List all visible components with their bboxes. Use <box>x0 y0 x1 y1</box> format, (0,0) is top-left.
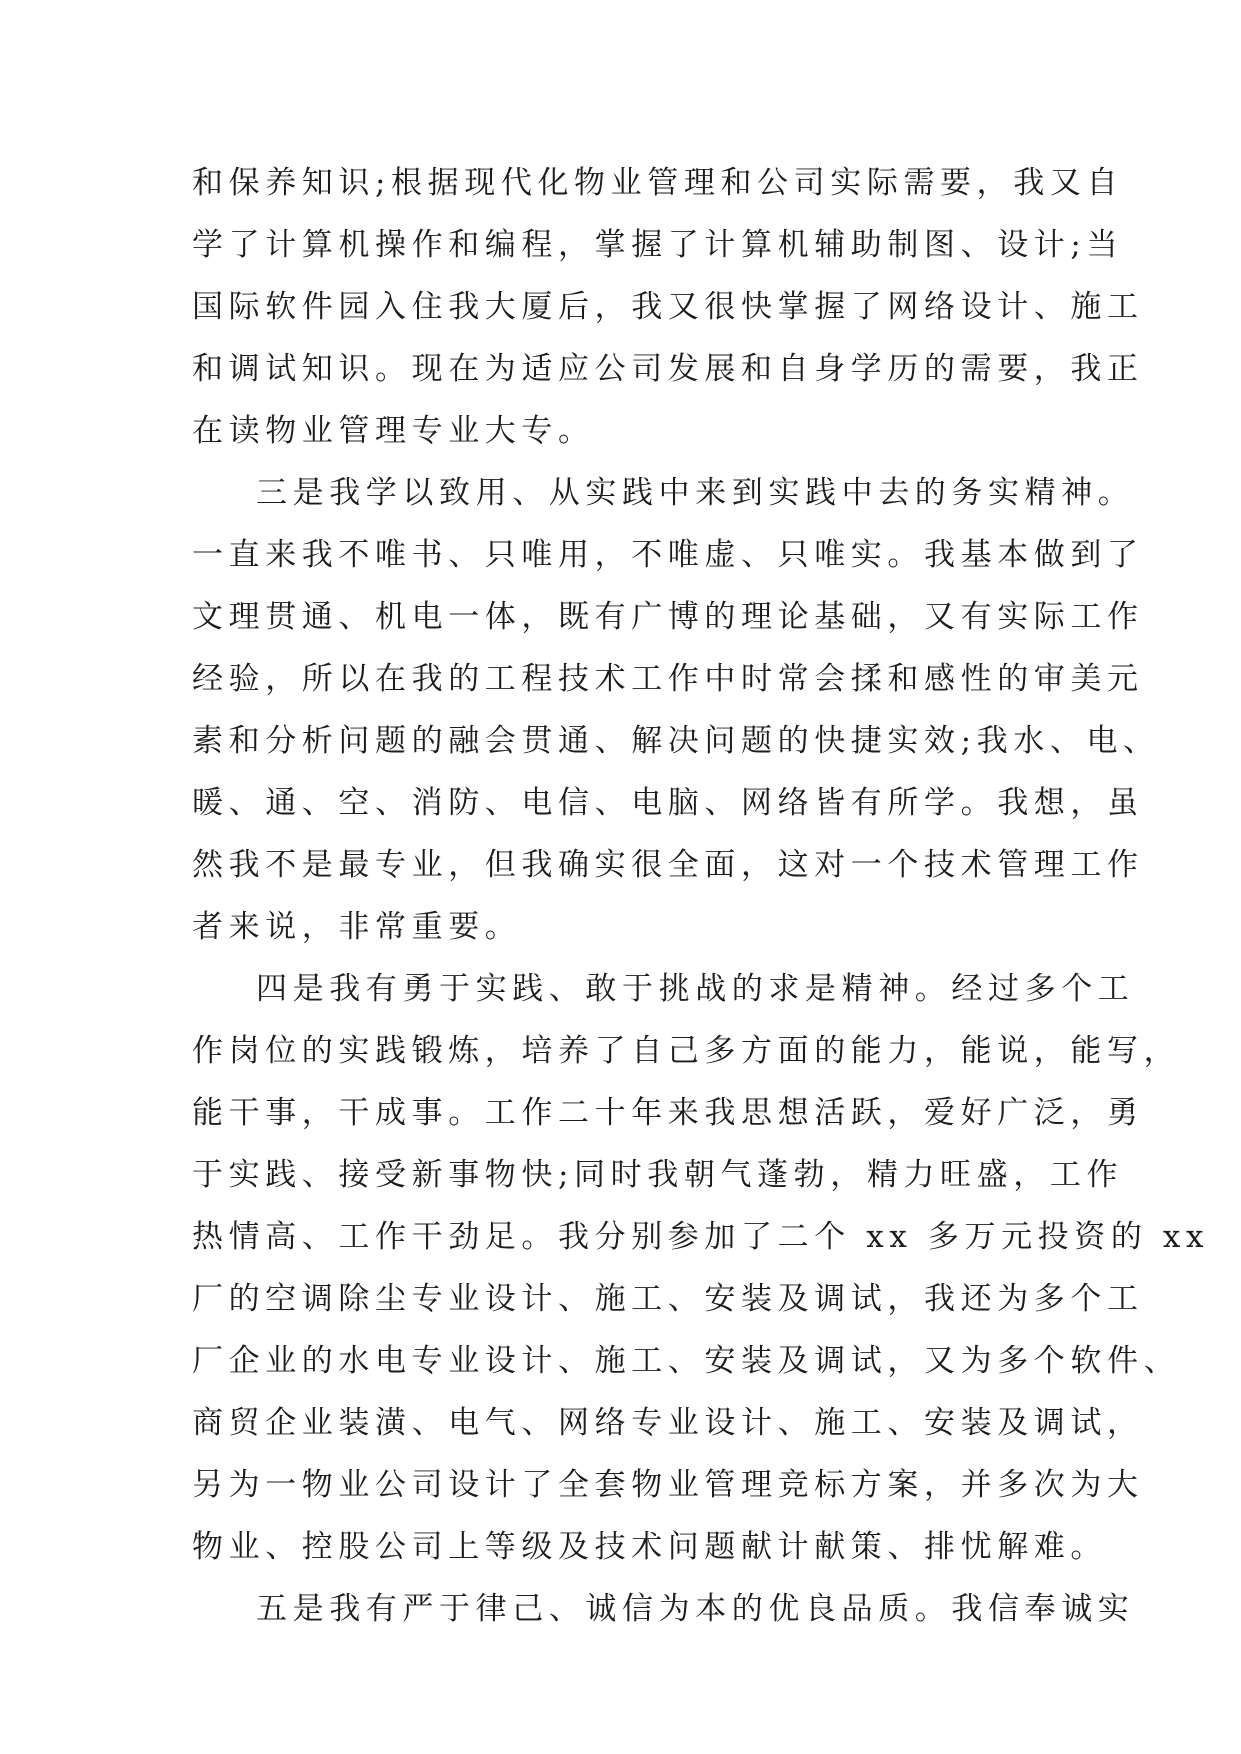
text-line: 学了计算机操作和编程，掌握了计算机辅助制图、设计;当 <box>192 227 1124 263</box>
text-line: 能干事，干成事。工作二十年来我思想活跃，爱好广泛，勇 <box>192 1095 1144 1131</box>
text-line: 素和分析问题的融会贯通、解决问题的快捷实效;我水、电、 <box>192 723 1160 759</box>
text-line: 热情高、工作干劲足。我分别参加了二个 xx 多万元投资的 xx <box>192 1219 1210 1255</box>
text-line: 于实践、接受新事物快;同时我朝气蓬勃，精力旺盛，工作 <box>192 1157 1124 1193</box>
text-line: 商贸企业装潢、电气、网络专业设计、施工、安装及调试， <box>192 1405 1144 1441</box>
text-line: 文理贯通、机电一体，既有广博的理论基础，又有实际工作 <box>192 599 1144 635</box>
text-line: 一直来我不唯书、只唯用，不唯虚、只唯实。我基本做到了 <box>192 537 1144 573</box>
paragraph-start-line: 四是我有勇于实践、敢于挑战的求是精神。经过多个工 <box>256 971 1135 1007</box>
text-line: 作岗位的实践锻炼，培养了自己多方面的能力，能说，能写， <box>192 1033 1181 1069</box>
paragraph-start-line: 三是我学以致用、从实践中来到实践中去的务实精神。 <box>256 475 1135 511</box>
text-line: 经验，所以在我的工程技术工作中时常会揉和感性的审美元 <box>192 661 1144 697</box>
text-line: 和调试知识。现在为适应公司发展和自身学历的需要，我正 <box>192 351 1144 387</box>
paragraph-start-line: 五是我有严于律己、诚信为本的优良品质。我信奉诚实 <box>256 1591 1135 1627</box>
text-line: 国际软件园入住我大厦后，我又很快掌握了网络设计、施工 <box>192 289 1144 325</box>
text-line: 然我不是最专业，但我确实很全面，这对一个技术管理工作 <box>192 847 1144 883</box>
text-line: 厂企业的水电专业设计、施工、安装及调试，又为多个软件、 <box>192 1343 1181 1379</box>
body-text <box>192 152 1210 1640</box>
text-line: 暖、通、空、消防、电信、电脑、网络皆有所学。我想，虽 <box>192 785 1144 821</box>
text-line: 者来说，非常重要。 <box>192 909 522 945</box>
text-line: 厂的空调除尘专业设计、施工、安装及调试，我还为多个工 <box>192 1281 1144 1317</box>
text-line: 另为一物业公司设计了全套物业管理竞标方案，并多次为大 <box>192 1467 1144 1503</box>
text-line: 物业、控股公司上等级及技术问题献计献策、排忧解难。 <box>192 1529 1107 1565</box>
text-line: 和保养知识;根据现代化物业管理和公司实际需要，我又自 <box>192 165 1124 201</box>
text-line: 在读物业管理专业大专。 <box>192 413 595 449</box>
